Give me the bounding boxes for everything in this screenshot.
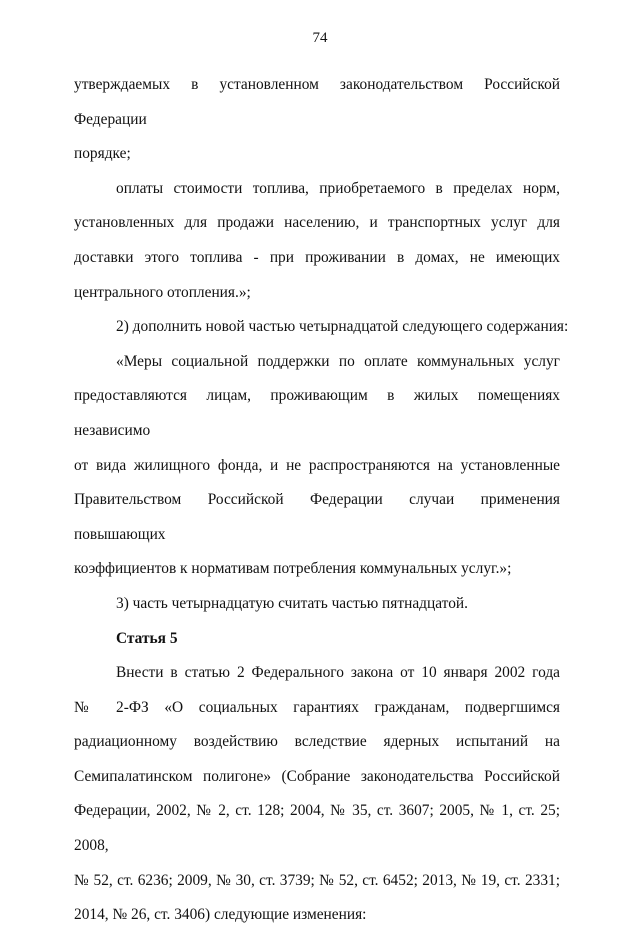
paragraph [74,656,560,933]
page-number: 74 [312,30,328,46]
text-line: 2014, № 26, ст. 3406) следующие изменения: [74,906,367,924]
paragraph [74,172,560,310]
text-line: Внести в статью 2 Федерального закона от 10 января 2002 года [116,664,560,682]
text-line: № 52, ст. 6236; 2009, № 30, ст. 3739; № 52, ст. 6452; 2013, № 19, ст. 2331; [74,871,560,889]
text-line: утверждаемых в установленном законодательством Российской Федерации [74,76,560,128]
text-line: доставки этого топлива - при проживании в домах, не имеющих [74,248,560,266]
text-line: № 2-ФЗ «О социальных гарантиях гражданам, подвергшимся [74,698,560,716]
text-line: коэффициентов к нормативам потребления коммунальных услуг.»; [74,560,512,578]
document-body [74,68,569,933]
paragraph [74,68,560,172]
text-line: Семипалатинском полигоне» (Собрание законодательства Российской [74,767,560,785]
text-line: предоставляются лицам, проживающим в жилых помещениях независимо [74,387,560,439]
text-line: от вида жилищного фонда, и не распространяются на установленные [74,456,560,474]
text-line: 2) дополнить новой частью четырнадцатой следующего содержания: [116,318,569,336]
text-line: центрального отопления.»; [74,283,251,301]
text-line: оплаты стоимости топлива, приобретаемого в пределах норм, [116,179,560,197]
paragraph [74,310,569,345]
text-line: установленных для продажи населению, и транспортных услуг для [74,214,560,232]
text-line: Правительством Российской Федерации случаи применения повышающих [74,491,560,543]
paragraph [74,345,560,587]
text-line: «Меры социальной поддержки по оплате коммунальных услуг [116,352,560,370]
text-line: 3) часть четырнадцатую считать частью пятнадцатой. [116,594,468,612]
paragraph [74,587,560,622]
article-heading [74,622,560,657]
text-line: радиационному воздействию вследствие ядерных испытаний на [74,733,560,751]
text-line: Федерации, 2002, № 2, ст. 128; 2004, № 35, ст. 3607; 2005, № 1, ст. 25; 2008, [74,802,560,855]
text-line: порядке; [74,145,131,163]
text-line: Статья 5 [116,629,178,647]
